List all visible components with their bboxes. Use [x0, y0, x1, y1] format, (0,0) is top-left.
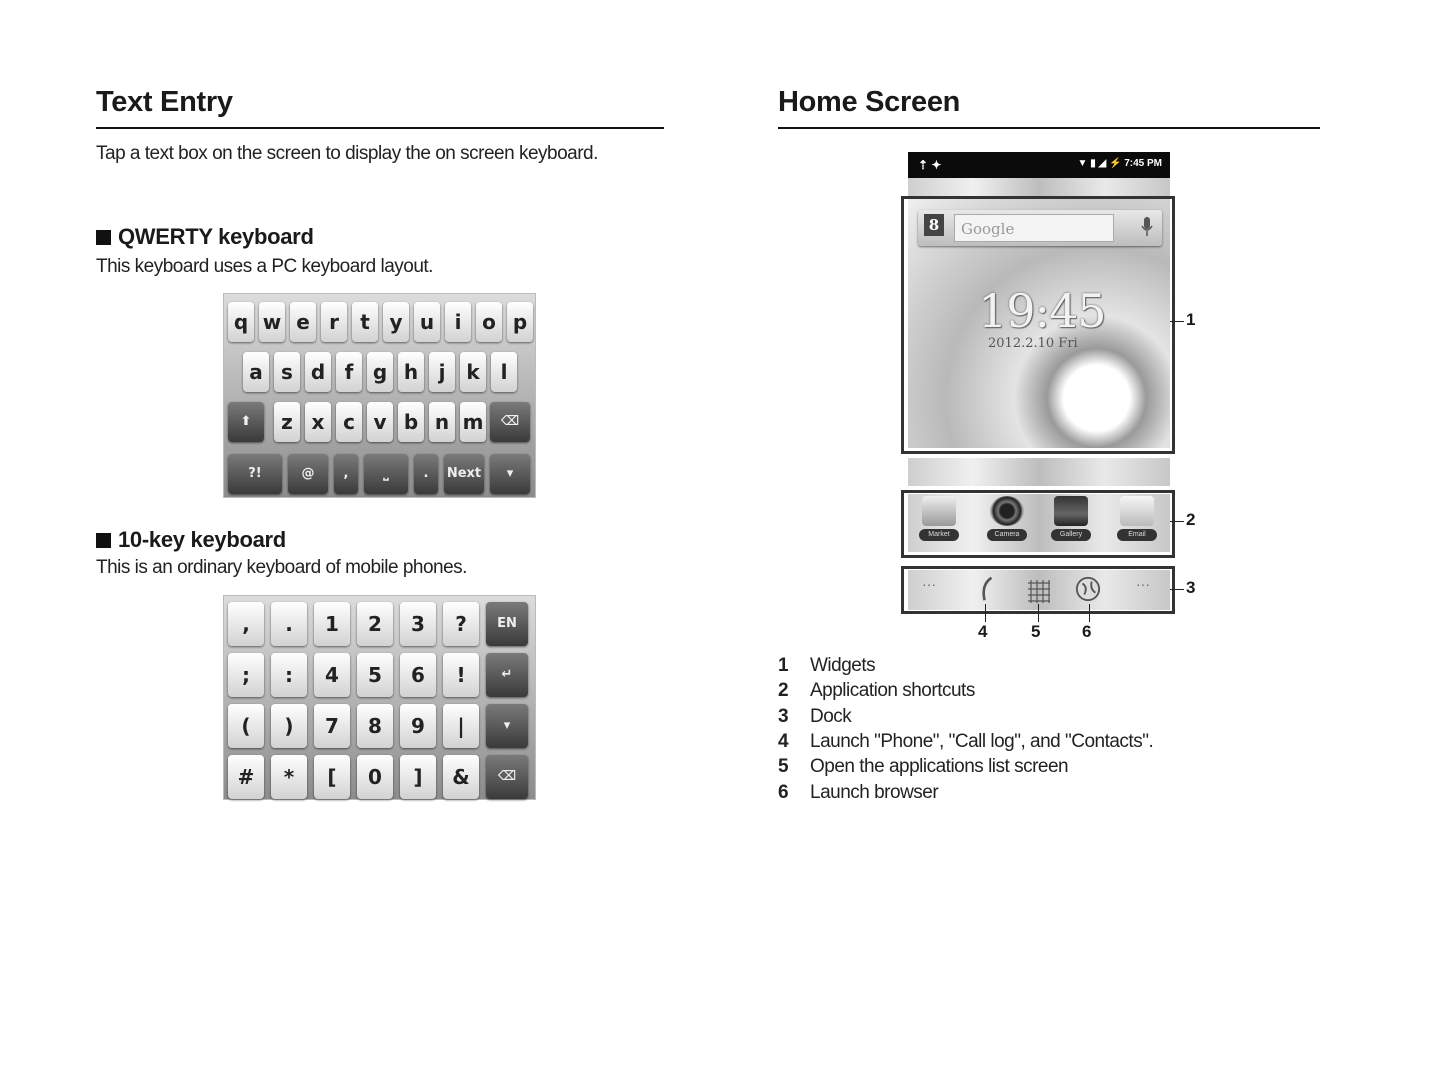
key-y: y — [383, 302, 409, 342]
callout-line-3 — [1170, 589, 1184, 590]
tenkey-key: * — [271, 755, 307, 799]
text-entry-title: Text Entry — [96, 86, 233, 118]
hide-keyboard-key-icon: ▾ — [490, 454, 530, 494]
tenkey-key: | — [443, 704, 479, 748]
tenkey-key: 9 — [400, 704, 436, 748]
symbols-key: ?! — [228, 454, 282, 494]
next-key: Next — [444, 454, 484, 494]
date-widget: 2012.2.10 Fri — [988, 336, 1078, 351]
tenkey-key: ( — [228, 704, 264, 748]
key-e: e — [290, 302, 316, 342]
tenkey-key: ? — [443, 602, 479, 646]
tenkey-key: [ — [314, 755, 350, 799]
callout-3: 3 — [1186, 578, 1196, 597]
key-p: p — [507, 302, 533, 342]
space-key-icon: ⎵ — [364, 454, 408, 494]
widget-callout-frame — [901, 196, 1175, 454]
enter-key-icon: ↵ — [486, 653, 528, 697]
key-f: f — [336, 352, 362, 392]
tenkey-key: , — [228, 602, 264, 646]
key-s: s — [274, 352, 300, 392]
camera-icon — [990, 496, 1024, 526]
key-u: u — [414, 302, 440, 342]
home-screen-screenshot — [908, 152, 1196, 641]
app-gallery: Gallery — [1046, 496, 1096, 541]
bullet-square-icon — [96, 230, 111, 245]
gallery-icon — [1054, 496, 1088, 526]
app-drawer-grid-icon — [1026, 578, 1052, 604]
tenkey-keyboard-image — [223, 595, 536, 800]
tenkey-key: . — [271, 602, 307, 646]
app-camera: Camera — [982, 496, 1032, 541]
title-rule — [96, 127, 664, 129]
phone-icon — [978, 576, 998, 602]
key-w: w — [259, 302, 285, 342]
key-b: b — [398, 402, 424, 442]
tenkey-key: ; — [228, 653, 264, 697]
key-k: k — [460, 352, 486, 392]
key-i: i — [445, 302, 471, 342]
clock-widget: 19:45 — [978, 284, 1106, 338]
key-n: n — [429, 402, 455, 442]
key-m: m — [460, 402, 486, 442]
callout-line-5 — [1038, 604, 1039, 622]
callout-line-4 — [985, 604, 986, 622]
key-l: l — [491, 352, 517, 392]
callout-line-6 — [1089, 604, 1090, 622]
tenkey-key: ) — [271, 704, 307, 748]
tenkey-key: 0 — [357, 755, 393, 799]
dock-right-dots-icon: ··· — [1136, 576, 1150, 592]
key-r: r — [321, 302, 347, 342]
key-comma: , — [334, 454, 358, 494]
key-d: d — [305, 352, 331, 392]
key-a: a — [243, 352, 269, 392]
search-field: Google — [954, 214, 1114, 242]
qwerty-heading: QWERTY keyboard — [96, 224, 314, 250]
key-z: z — [274, 402, 300, 442]
app-email: Email — [1112, 496, 1162, 541]
callout-6: 6 — [1082, 622, 1092, 641]
app-market: Market — [914, 496, 964, 541]
key-v: v — [367, 402, 393, 442]
tenkey-key: : — [271, 653, 307, 697]
tenkey-key: & — [443, 755, 479, 799]
tenkey-key: ! — [443, 653, 479, 697]
lang-key: EN — [486, 602, 528, 646]
shift-key-icon: ⬆ — [228, 402, 264, 442]
home-screen-title: Home Screen — [778, 86, 961, 118]
hide-keyboard-key-icon: ▾ — [486, 704, 528, 748]
callout-2: 2 — [1186, 510, 1196, 529]
notification-icons: ⇡ ✦ — [918, 158, 942, 172]
tenkey-description: This is an ordinary keyboard of mobile phones. — [96, 557, 467, 578]
tenkey-key: 3 — [400, 602, 436, 646]
tenkey-heading: 10-key keyboard — [96, 527, 286, 553]
wallpaper-strip — [908, 458, 1170, 486]
status-bar — [908, 152, 1170, 178]
tenkey-key: 5 — [357, 653, 393, 697]
tenkey-key: 8 — [357, 704, 393, 748]
qwerty-description: This keyboard uses a PC keyboard layout. — [96, 256, 433, 277]
tenkey-key: 6 — [400, 653, 436, 697]
callout-4: 4 — [978, 622, 988, 641]
key-j: j — [429, 352, 455, 392]
key-c: c — [336, 402, 362, 442]
tenkey-key: 1 — [314, 602, 350, 646]
title-rule — [778, 127, 1320, 129]
tenkey-key: # — [228, 755, 264, 799]
callout-line-2 — [1170, 521, 1184, 522]
tenkey-key: 2 — [357, 602, 393, 646]
email-icon — [1120, 496, 1154, 526]
key-g: g — [367, 352, 393, 392]
key-t: t — [352, 302, 378, 342]
status-icons: ▼ ▮ ◢ ⚡ 7:45 PM — [1077, 158, 1162, 169]
text-entry-intro: Tap a text box on the screen to display the on screen keyboard. — [96, 143, 598, 164]
key-o: o — [476, 302, 502, 342]
backspace-key-icon: ⌫ — [490, 402, 530, 442]
callout-line-1 — [1170, 321, 1184, 322]
google-logo-icon: 8 — [924, 214, 944, 236]
bullet-square-icon — [96, 533, 111, 548]
browser-globe-icon — [1074, 576, 1102, 602]
dock-left-dots-icon: ··· — [922, 576, 936, 592]
market-icon — [922, 496, 956, 526]
callout-5: 5 — [1031, 622, 1041, 641]
key-x: x — [305, 402, 331, 442]
tenkey-key: 4 — [314, 653, 350, 697]
key-at: @ — [288, 454, 328, 494]
tenkey-key: 7 — [314, 704, 350, 748]
key-q: q — [228, 302, 254, 342]
wallpaper-strip — [908, 178, 1170, 198]
tenkey-key: ] — [400, 755, 436, 799]
qwerty-keyboard-image — [223, 293, 536, 498]
callout-1: 1 — [1186, 310, 1196, 329]
key-h: h — [398, 352, 424, 392]
backspace-key-icon: ⌫ — [486, 755, 528, 799]
key-period: . — [414, 454, 438, 494]
